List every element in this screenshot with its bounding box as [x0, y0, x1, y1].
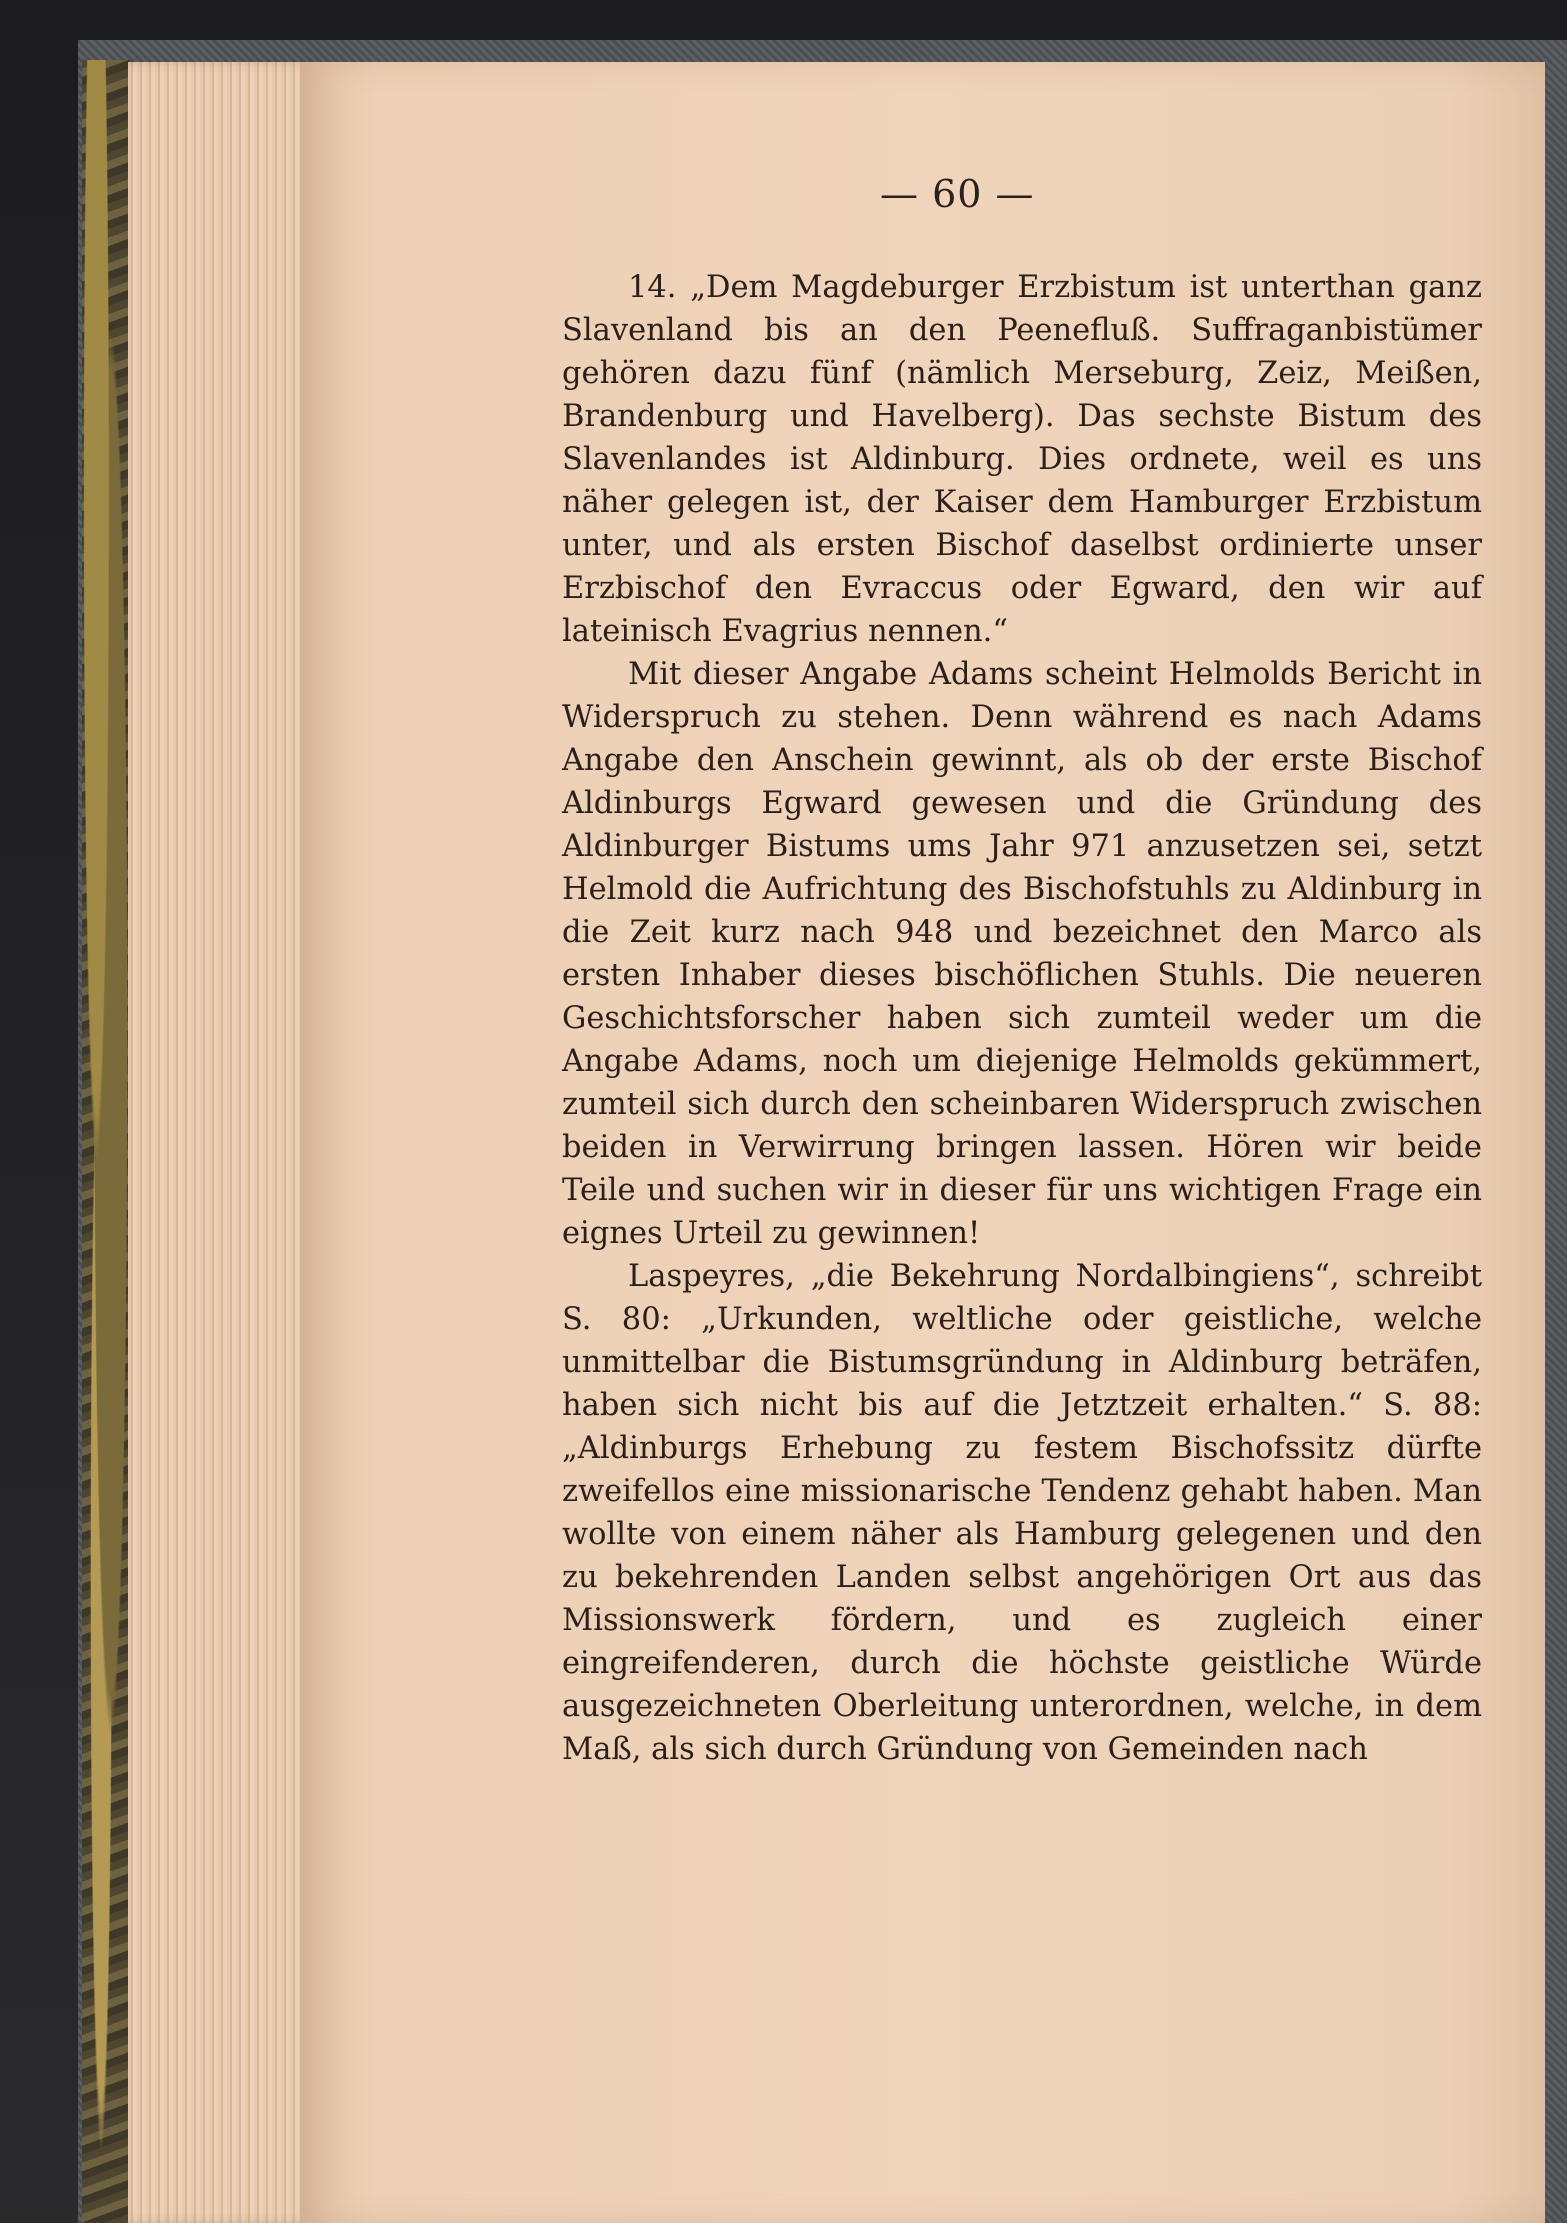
paragraph: 14. „Dem Magdeburger Erzbistum ist unterthan ganz Slavenland bis an den Peenefluß. Suffraganbistümer gehören dazu fünf (nämlich Merseburg, Zeiz, Meißen, Brandenburg und Havelberg). Das sechste Bistum des Slavenlandes ist Aldinburg. Dies ordnete, weil es uns näher gelegen ist, der Kaiser dem Hamburger Erzbistum unter, und als ersten Bischof daselbst ordinierte unser Erzbischof den Evraccus oder Egward, den wir auf lateinisch Evagrius nennen.“	[562, 270, 1482, 649]
page-text	[562, 266, 1482, 1771]
paragraph: Mit dieser Angabe Adams scheint Helmolds Bericht in Widerspruch zu stehen. Denn während es nach Adams Angabe den Anschein gewinnt, als ob der erste Bischof Aldinburgs Egward gewesen und die Gründung des Aldinburger Bistums ums Jahr 971 anzusetzen sei, setzt Helmold die Aufrichtung des Bischofstuhls zu Aldinburg in die Zeit kurz nach 948 und bezeichnet den Marco als ersten Inhaber dieses bischöflichen Stuhls. Die neueren Geschichtsforscher haben sich zumteil weder um die Angabe Adams, noch um diejenige Helmolds gekümmert, zumteil sich durch den scheinbaren Widerspruch zwischen beiden in Verwirrung bringen lassen. Hören wir beide Teile und suchen wir in dieser für uns wichtigen Frage ein eignes Urteil zu gewinnen!	[562, 657, 1482, 1251]
marbled-endpaper	[82, 60, 130, 2223]
page-number: — 60 —	[880, 172, 1035, 216]
paragraph: Laspeyres, „die Bekehrung Nordalbingiens“, schreibt S. 80: „Urkunden, weltliche oder geistliche, welche unmittelbar die Bistumsgründung in Aldinburg beträfen, haben sich nicht bis auf die Jetztzeit erhalten.“ S. 88: „Aldinburgs Erhebung zu festem Bischofssitz dürfte zweifellos eine missionarische Tendenz gehabt haben. Man wollte von einem näher als Hamburg gelegenen und den zu bekehrenden Landen selbst angehörigen Ort aus das Missionswerk fördern, und es zugleich einer eingreifenderen, durch die höchste geistliche Würde ausgezeichneten Oberleitung unterordnen, welche, in dem Maß, als sich durch Gründung von Gemeinden nach	[562, 1259, 1482, 1767]
page-edges	[128, 62, 328, 2223]
